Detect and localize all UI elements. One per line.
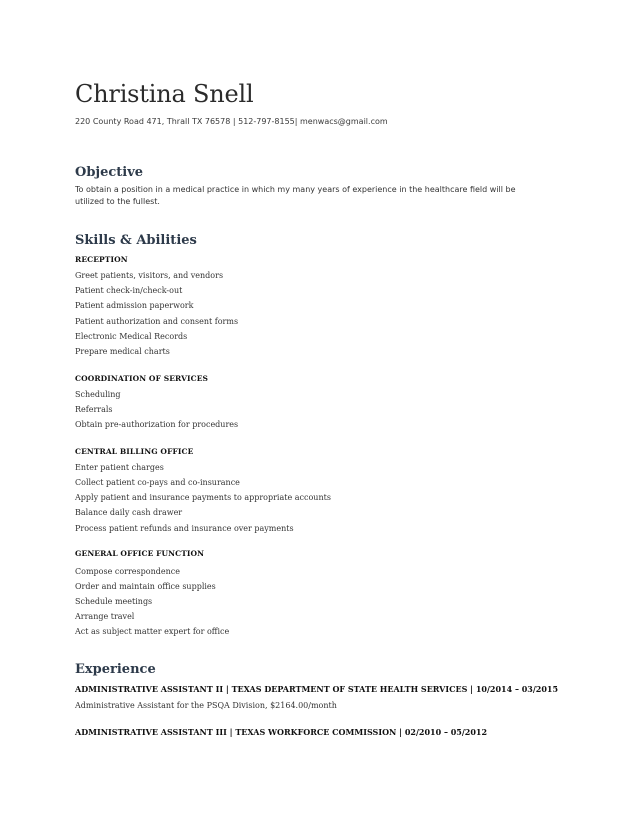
job-title: ADMINISTRATIVE ASSISTANT III | TEXAS WORKFORCE COMMISSION | 02/2010 – 05/2012 <box>75 727 488 737</box>
skill-item: Order and maintain office supplies <box>75 582 216 591</box>
skill-item: Collect patient co-pays and co-insurance <box>75 478 240 487</box>
skill-group-title: CENTRAL BILLING OFFICE <box>75 447 194 456</box>
skill-item: Enter patient charges <box>75 463 164 472</box>
skill-item: Process patient refunds and insurance over payments <box>75 524 294 533</box>
skill-item: Arrange travel <box>75 612 135 621</box>
skill-group-title: RECEPTION <box>75 255 128 264</box>
skill-item: Compose correspondence <box>75 567 180 576</box>
skills-heading: Skills & Abilities <box>75 233 197 248</box>
job-title: ADMINISTRATIVE ASSISTANT II | TEXAS DEPARTMENT OF STATE HEALTH SERVICES | 10/2014 – 03/2015 <box>75 684 559 694</box>
skill-item: Patient admission paperwork <box>75 301 194 310</box>
skill-item: Patient authorization and consent forms <box>75 317 239 326</box>
skill-group-title: COORDINATION OF SERVICES <box>75 374 209 383</box>
skill-item: Act as subject matter expert for office <box>75 627 230 636</box>
contact-line: 220 County Road 471, Thrall TX 76578 | 512-797-8155| menwacs@gmail.com <box>75 117 388 126</box>
skill-group-title: GENERAL OFFICE FUNCTION <box>75 549 205 558</box>
skill-item: Patient check-in/check-out <box>75 286 183 295</box>
skill-item: Referrals <box>75 405 113 414</box>
skill-item: Electronic Medical Records <box>75 332 188 341</box>
applicant-name: Christina Snell <box>75 80 254 108</box>
experience-heading: Experience <box>75 662 156 677</box>
skill-item: Obtain pre-authorization for procedures <box>75 420 239 429</box>
skill-item: Scheduling <box>75 390 121 399</box>
skill-item: Prepare medical charts <box>75 347 170 356</box>
objective-heading: Objective <box>75 165 144 180</box>
skill-item: Balance daily cash drawer <box>75 508 183 517</box>
skill-item: Greet patients, visitors, and vendors <box>75 271 224 280</box>
skill-item: Schedule meetings <box>75 597 153 606</box>
job-detail: Administrative Assistant for the PSQA Division, $2164.00/month <box>75 701 337 710</box>
objective-text: To obtain a position in a medical practice in which my many years of experience in the healthcare field will be utilized to the fullest. <box>75 185 516 206</box>
skill-item: Apply patient and insurance payments to appropriate accounts <box>75 493 331 502</box>
